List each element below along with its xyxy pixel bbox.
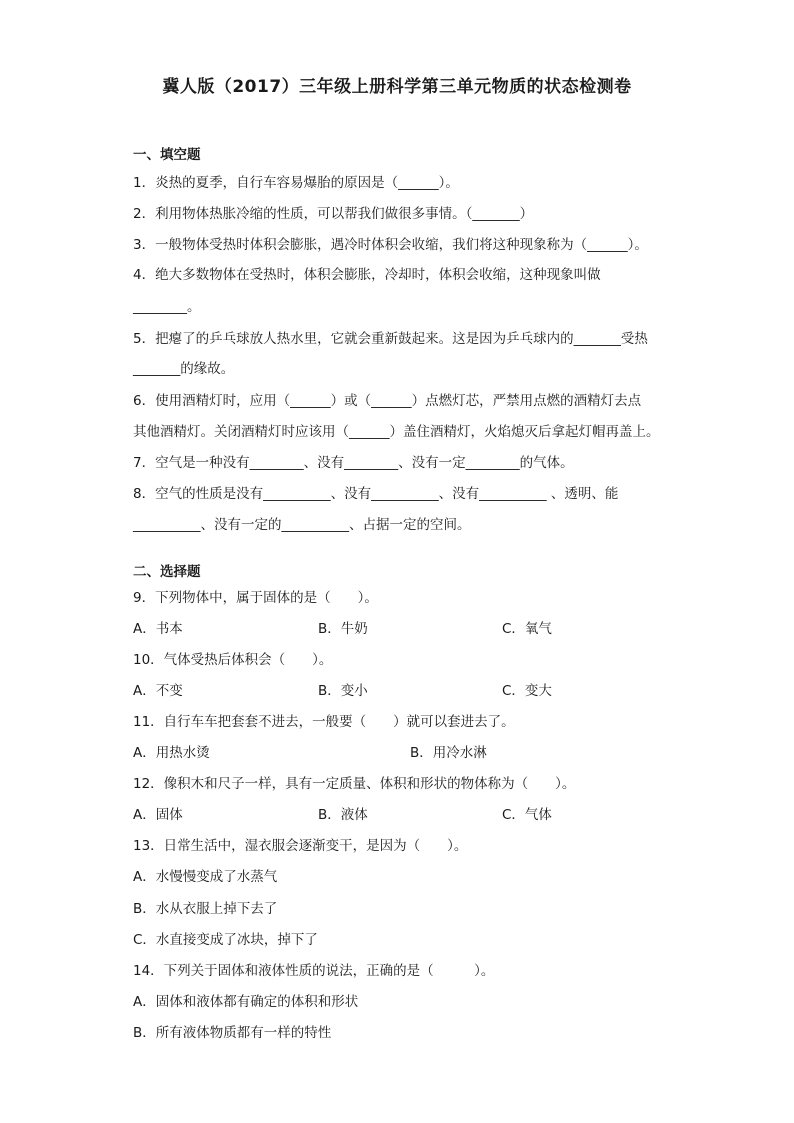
question-11-option-b: B．用冷水淋	[410, 745, 487, 761]
question-9-option-a: A．书本	[133, 621, 183, 637]
question-12: 12．像积木和尺子一样，具有一定质量、体积和形状的物体称为（ ）。	[133, 776, 576, 792]
question-10: 10．气体受热后体积会（ ）。	[133, 652, 333, 668]
question-14: 14．下列关于固体和液体性质的说法，正确的是（ ）。	[133, 963, 495, 979]
question-5-line-2: _______的缘故。	[133, 361, 235, 377]
question-9-option-b: B．牛奶	[318, 621, 368, 637]
question-13-option-b: B．水从衣服上掉下去了	[133, 901, 278, 917]
question-13-option-c: C．水直接变成了冰块，掉下了	[133, 932, 318, 948]
question-12-option-b: B．液体	[318, 807, 368, 823]
question-12-option-c: C．气体	[502, 807, 552, 823]
question-2: 2．利用物体热胀冷缩的性质，可以帮我们做很多事情。（_______）	[133, 206, 534, 222]
question-10-option-b: B．变小	[318, 683, 368, 699]
question-4-line-1: 4．绝大多数物体在受热时，体积会膨胀，冷却时，体积会收缩，这种现象叫做	[133, 267, 601, 283]
question-7: 7．空气是一种没有________、没有________、没有一定________的气体。	[133, 455, 574, 471]
page-title: 冀人版（2017）三年级上册科学第三单元物质的状态检测卷	[162, 77, 632, 97]
question-11: 11．自行车车把套套不进去，一般要（ ）就可以套进去了。	[133, 714, 515, 730]
question-8-line-1: 8．空气的性质是没有__________、没有__________、没有__________ 、透明、能	[133, 486, 619, 502]
question-12-option-a: A．固体	[133, 807, 183, 823]
section-heading-fill-blank: 一、填空题	[133, 147, 201, 163]
question-9-option-c: C．氧气	[502, 621, 552, 637]
question-9: 9．下列物体中，属于固体的是（ ）。	[133, 590, 378, 606]
question-10-option-a: A．不变	[133, 683, 183, 699]
question-5-line-1: 5．把瘪了的乒乓球放人热水里，它就会重新鼓起来。这是因为乒乓球内的_______受热	[133, 331, 648, 347]
question-6-line-1: 6．使用酒精灯时，应用（______）或（______）点燃灯芯，严禁用点燃的酒精灯去点	[133, 393, 642, 409]
question-14-option-b: B．所有液体物质都有一样的特性	[133, 1025, 332, 1041]
question-8-line-2: __________、没有一定的__________、占据一定的空间。	[133, 517, 471, 533]
question-11-option-a: A．用热水烫	[133, 745, 210, 761]
question-4-line-2: ________。	[133, 299, 201, 315]
question-3: 3．一般物体受热时体积会膨胀，遇冷时体积会收缩，我们将这种现象称为（______）。	[133, 237, 648, 253]
question-14-option-a: A．固体和液体都有确定的体积和形状	[133, 994, 359, 1010]
section-heading-choice: 二、选择题	[133, 564, 201, 580]
question-1: 1．炎热的夏季，自行车容易爆胎的原因是（______）。	[133, 175, 459, 191]
question-10-option-c: C．变大	[502, 683, 552, 699]
question-13: 13．日常生活中，湿衣服会逐渐变干，是因为（ ）。	[133, 838, 468, 854]
question-6-line-2: 其他酒精灯。关闭酒精灯时应该用（______）盖住酒精灯，火焰熄灭后拿起灯帽再盖上。	[133, 424, 660, 440]
question-13-option-a: A．水慢慢变成了水蒸气	[133, 869, 278, 885]
